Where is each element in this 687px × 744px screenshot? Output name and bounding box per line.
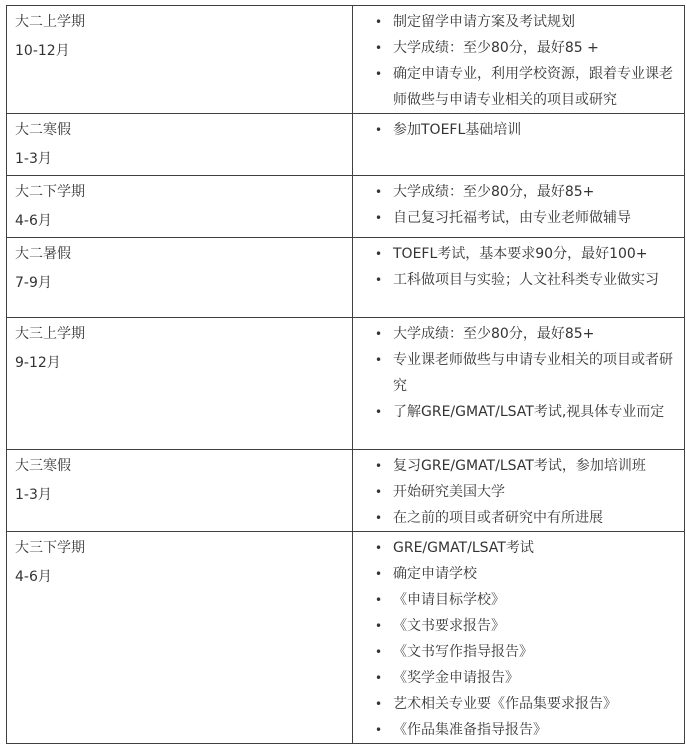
list-item: • 在之前的项目或者研究中有所进展 (375, 505, 684, 531)
list-item: • 了解GRE/GMAT/LSAT考试,视具体专业而定 (375, 399, 684, 425)
task-list (375, 9, 684, 113)
list-item: • 确定申请专业，利用学校资源，跟着专业课老师做些与申请专业相关的项目或研究 (375, 61, 684, 113)
period-name: 大二上学期 (15, 14, 85, 30)
tasks-cell (353, 238, 685, 318)
list-item: • 确定申请学校 (375, 561, 684, 587)
period-months: 4-6月 (15, 569, 52, 585)
study-plan-table (6, 5, 685, 744)
task-list (375, 241, 684, 293)
task-list (375, 117, 684, 143)
table-row (7, 238, 685, 318)
period-name: 大二暑假 (15, 246, 71, 262)
list-item: • 《文书要求报告》 (375, 613, 684, 639)
tasks-cell (353, 318, 685, 450)
task-list (375, 321, 684, 425)
period-cell (7, 532, 353, 744)
list-item: • 专业课老师做些与申请专业相关的项目或者研究 (375, 347, 684, 399)
table-row (7, 114, 685, 176)
period-months: 9-12月 (15, 355, 61, 371)
period-months: 7-9月 (15, 275, 52, 291)
list-item: • 《文书写作指导报告》 (375, 639, 684, 665)
list-item: • 自己复习托福考试，由专业老师做辅导 (375, 205, 684, 231)
list-item: • 工科做项目与实验；人文社科类专业做实习 (375, 267, 684, 293)
list-item: • 大学成绩：至少80分，最好85+ (375, 321, 684, 347)
period-cell (7, 318, 353, 450)
list-item: • 大学成绩：至少80分，最好85 + (375, 35, 684, 61)
list-item: • 开始研究美国大学 (375, 479, 684, 505)
task-list (375, 453, 684, 531)
period-cell (7, 176, 353, 238)
period-name: 大二寒假 (15, 122, 71, 138)
task-list (375, 535, 684, 743)
period-cell (7, 6, 353, 114)
table-row (7, 318, 685, 450)
tasks-cell (353, 176, 685, 238)
tasks-cell (353, 532, 685, 744)
period-cell (7, 450, 353, 532)
list-item: • 艺术相关专业要《作品集要求报告》 (375, 691, 684, 717)
task-list (375, 179, 684, 231)
tasks-cell (353, 6, 685, 114)
list-item: • TOEFL考试，基本要求90分，最好100+ (375, 241, 684, 267)
list-item: • 《作品集准备指导报告》 (375, 717, 684, 743)
period-cell (7, 238, 353, 318)
list-item: • 制定留学申请方案及考试规划 (375, 9, 684, 35)
list-item: • 《申请目标学校》 (375, 587, 684, 613)
period-name: 大三寒假 (15, 458, 71, 474)
period-cell (7, 114, 353, 176)
period-name: 大三上学期 (15, 326, 85, 342)
table-row (7, 450, 685, 532)
table-row (7, 6, 685, 114)
period-months: 1-3月 (15, 487, 52, 503)
period-months: 10-12月 (15, 43, 70, 59)
period-months: 4-6月 (15, 213, 52, 229)
list-item: • 《奖学金申请报告》 (375, 665, 684, 691)
period-name: 大三下学期 (15, 540, 85, 556)
list-item: • 大学成绩：至少80分，最好85+ (375, 179, 684, 205)
list-item: • 复习GRE/GMAT/LSAT考试，参加培训班 (375, 453, 684, 479)
list-item: • GRE/GMAT/LSAT考试 (375, 535, 684, 561)
tasks-cell (353, 450, 685, 532)
tasks-cell (353, 114, 685, 176)
table-row (7, 532, 685, 744)
table-row (7, 176, 685, 238)
list-item: • 参加TOEFL基础培训 (375, 117, 684, 143)
period-name: 大二下学期 (15, 184, 85, 200)
period-months: 1-3月 (15, 151, 52, 167)
